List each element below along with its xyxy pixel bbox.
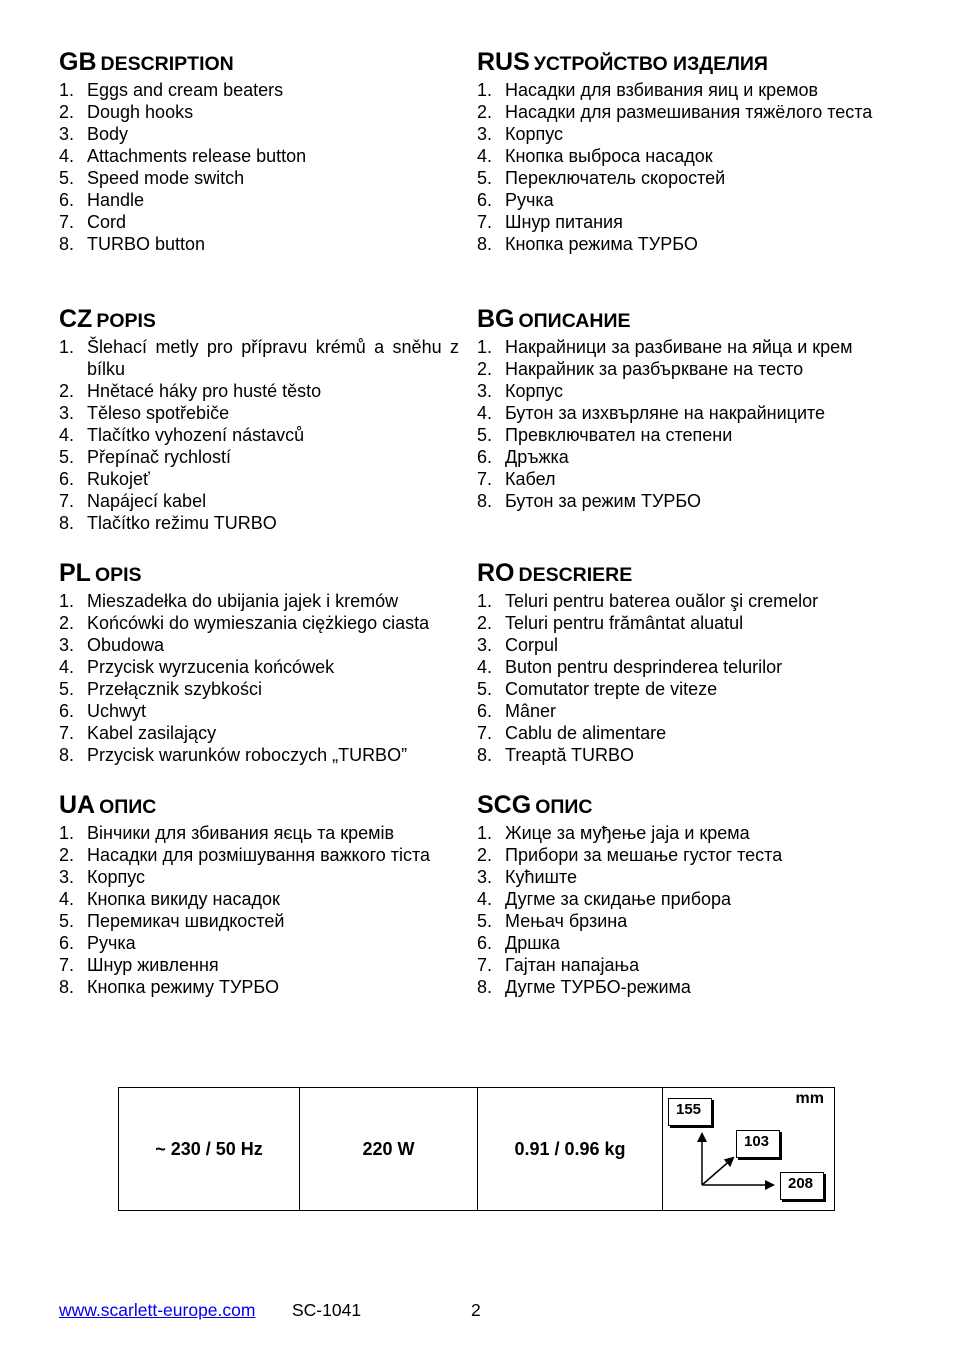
list-item: 7. Cablu de alimentare [477,723,667,743]
parts-list [477,79,877,255]
spec-row [119,1088,835,1211]
list-item: 8. Дугме ТУРБО-режима [477,977,691,997]
list-item: 2. Hnětacé háky pro husté těsto [59,381,322,401]
list-item: 5. Перемикач швидкостей [59,911,285,931]
list-item: 4. Дугме за скидање прибора [477,889,732,909]
section-rus [477,45,877,255]
height-value: 155 [668,1098,712,1126]
model-number: SC-1041 [292,1300,362,1320]
list-item: 7. Гајтан напајања [477,955,640,975]
spec-table [118,1087,835,1211]
list-item: 8. Бутон за режим ТУРБО [477,491,702,511]
list-item: 3. Корпус [477,124,564,144]
list-item: 2. Końcówki do wymieszania ciężkiego ciasta [59,613,430,633]
dimension-unit: mm [795,1090,824,1107]
list-item: 2. Накрайник за разбъркване на тесто [477,359,804,379]
list-item: 4. Tlačítko vyhození nástavců [59,425,305,445]
section-ro [477,556,877,766]
list-item: 7. Napájecí kabel [59,491,207,511]
list-item: 8. Przycisk warunków roboczych „TURBO” [59,745,408,765]
list-item: 1. Mieszadełka do ubijania jajek i kremów [59,591,399,611]
list-item: 6. Дръжка [477,447,569,467]
list-item: 4. Бутон за изхвърляне на накрайниците [477,403,826,423]
list-item: 8. Кнопка режима ТУРБО [477,234,698,254]
list-item: 6. Mâner [477,701,557,721]
list-item: 3. Těleso spotřebiče [59,403,230,423]
parts-list [59,590,459,766]
list-item: 6. Ручка [477,190,554,210]
list-item: 6. Uchwyt [59,701,147,721]
list-item: 1. Eggs and cream beaters [59,80,284,100]
list-item: 5. Превключвател на степени [477,425,733,445]
section-heading: RUS УСТРОЙСТВО ИЗДЕЛИЯ [477,48,768,76]
dimensions-cell [663,1088,835,1211]
list-item: 3. Корпус [477,381,564,401]
list-item: 6. Rukojeť [59,469,150,489]
section-heading: PL OPIS [59,559,142,587]
section-ua [59,788,459,998]
list-item: 5. Мењач брзина [477,911,628,931]
list-item: 5. Speed mode switch [59,168,245,188]
list-item: 5. Переключатель скоростей [477,168,726,188]
parts-list [59,336,459,534]
list-item: 1. Вінчики для збивания яєць та кремів [59,823,395,843]
list-item: 8. TURBO button [59,234,206,254]
list-item: 5. Przełącznik szybkości [59,679,263,699]
list-item: 6. Handle [59,190,145,210]
section-heading: RO DESCRIERE [477,559,633,587]
list-item: 2. Насадки для размешивания тяжёлого теста [477,102,873,122]
parts-list [59,79,459,255]
list-item: 2. Teluri pentru frământat aluatul [477,613,744,633]
list-item: 6. Ручка [59,933,136,953]
list-item: 4. Buton pentru desprinderea telurilor [477,657,783,677]
list-item: 6. Дршка [477,933,560,953]
list-item: 3. Body [59,124,129,144]
section-pl [59,556,459,766]
list-item: 8. Treaptă TURBO [477,745,635,765]
parts-list [477,822,877,998]
list-item: 2. Dough hooks [59,102,194,122]
parts-list [477,590,877,766]
list-item: 4. Przycisk wyrzucenia końcówek [59,657,335,677]
list-item: 1. Насадки для взбивания яиц и кремов [477,80,819,100]
parts-list [59,822,459,998]
list-item: 1. Жице за муђење јаја и крема [477,823,750,843]
list-item: 4. Attachments release button [59,146,307,166]
width-value: 208 [780,1172,824,1200]
list-item: 2. Насадки для розмішування важкого тіста [59,845,431,865]
section-heading: GB DESCRIPTION [59,48,234,76]
list-item: 4. Кнопка викиду насадок [59,889,280,909]
list-item: 8. Кнопка режиму ТУРБО [59,977,280,997]
list-item: 7. Шнур живлення [59,955,219,975]
list-item: 3. Корпус [59,867,146,887]
list-item: 7. Кабел [477,469,556,489]
parts-list [477,336,877,512]
website-link[interactable]: www.scarlett-europe.com [59,1300,256,1320]
list-item: 1. Teluri pentru baterea ouălor şi cremelor [477,591,819,611]
list-item: 8. Tlačítko režimu TURBO [59,513,277,533]
section-cz [59,302,459,534]
power-cell: 220 W [300,1088,478,1211]
list-item: 1. Šlehací metly pro přípravu krémů a sněhu z bílku [59,337,459,379]
weight-cell: 0.91 / 0.96 kg [478,1088,663,1211]
list-item: 1. Накрайници за разбиване на яйца и крем [477,337,853,357]
voltage-cell: ~ 230 / 50 Hz [119,1088,300,1211]
list-item: 7. Cord [59,212,127,232]
list-item: 5. Comutator trepte de viteze [477,679,718,699]
section-heading: UA ОПИС [59,791,157,819]
list-item: 3. Кућиште [477,867,578,887]
list-item: 7. Kabel zasilający [59,723,217,743]
section-heading: SCG ОПИС [477,791,593,819]
depth-value: 103 [736,1130,780,1158]
section-heading: CZ POPIS [59,305,156,333]
section-scg [477,788,877,998]
list-item: 5. Přepínač rychlostí [59,447,232,467]
list-item: 3. Obudowa [59,635,165,655]
depth-arrow [702,1158,733,1185]
list-item: 3. Corpul [477,635,559,655]
list-item: 2. Прибори за мешање густог теста [477,845,783,865]
section-gb [59,45,459,255]
section-bg [477,302,877,512]
section-heading: BG ОПИСАНИЕ [477,305,631,333]
list-item: 4. Кнопка выброса насадок [477,146,713,166]
list-item: 7. Шнур питания [477,212,623,232]
page-number: 2 [471,1300,481,1320]
